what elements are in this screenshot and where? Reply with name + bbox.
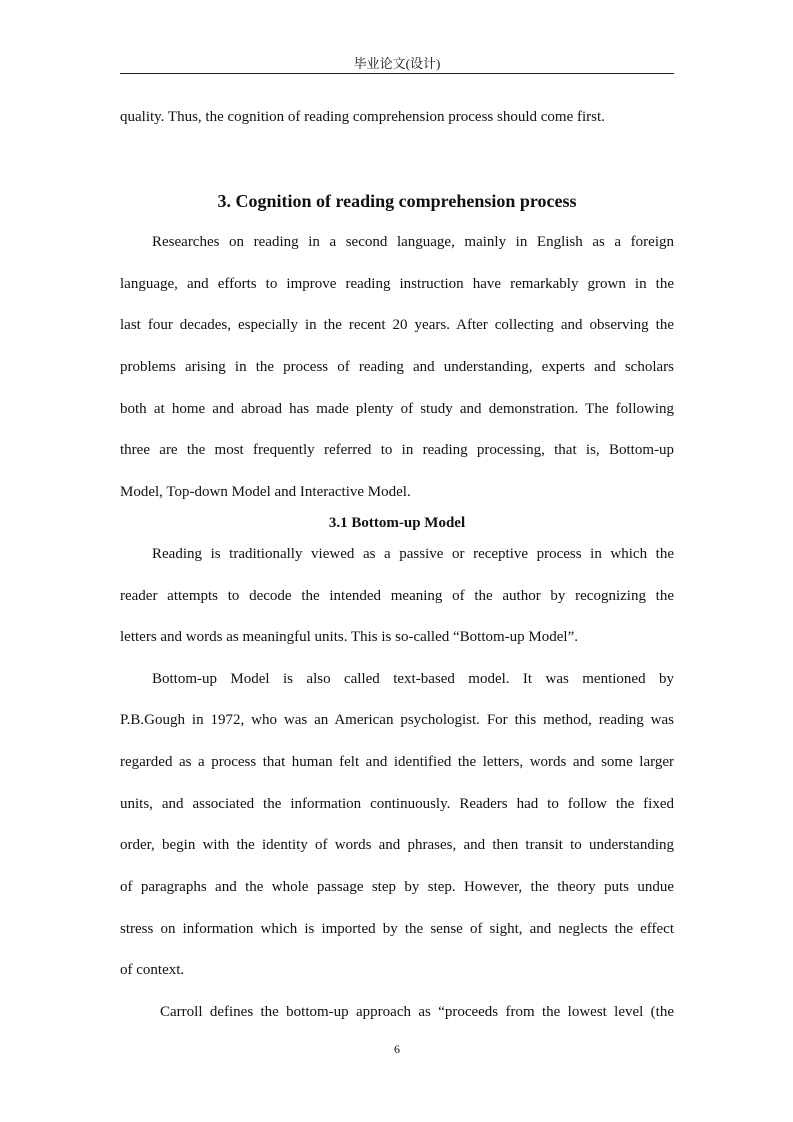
paragraph-line: regarded as a process that human felt and identified the letters, words and some larger: [120, 754, 674, 770]
paragraph-line: problems arising in the process of reading and understanding, experts and scholars: [120, 359, 674, 375]
paragraph-line: letters and words as meaningful units. This is so-called “Bottom-up Model”.: [120, 629, 578, 645]
paragraph-line: last four decades, especially in the recent 20 years. After collecting and observing the: [120, 317, 674, 333]
paragraph-line: stress on information which is imported by the sense of sight, and neglects the effect: [120, 921, 674, 937]
paragraph-line: Model, Top-down Model and Interactive Model.: [120, 484, 411, 500]
paragraph-line: Reading is traditionally viewed as a passive or receptive process in which the: [152, 546, 674, 562]
paragraph-line: language, and efforts to improve reading instruction have remarkably grown in the: [120, 276, 674, 292]
section-heading-3-1: 3.1 Bottom-up Model: [328, 515, 466, 531]
paragraph-line: Carroll defines the bottom-up approach as “proceeds from the lowest level (the: [160, 1004, 674, 1020]
paragraph-line: of paragraphs and the whole passage step by step. However, the theory puts undue: [120, 879, 674, 895]
paragraph-line: units, and associated the information continuously. Readers had to follow the fixed: [120, 796, 674, 812]
page-number: 6: [394, 1042, 400, 1056]
section-heading-3: 3. Cognition of reading comprehension process: [217, 191, 577, 211]
paragraph-line: of context.: [120, 962, 185, 978]
intro-line: quality. Thus, the cognition of reading comprehension process should come first.: [120, 109, 605, 125]
paragraph-line: three are the most frequently referred to in reading processing, that is, Bottom-up: [120, 442, 674, 458]
paragraph-line: Bottom-up Model is also called text-based model. It was mentioned by: [152, 671, 674, 687]
paragraph-line: order, begin with the identity of words and phrases, and then transit to understanding: [120, 837, 674, 853]
running-header: 毕业论文(设计): [353, 56, 441, 71]
paragraph-line: reader attempts to decode the intended meaning of the author by recognizing the: [120, 588, 674, 604]
paragraph-line: both at home and abroad has made plenty of study and demonstration. The following: [120, 401, 674, 417]
paragraph-line: Researches on reading in a second language, mainly in English as a foreign: [152, 234, 674, 250]
paragraph-line: P.B.Gough in 1972, who was an American psychologist. For this method, reading was: [120, 712, 674, 728]
header-divider: [120, 73, 674, 74]
